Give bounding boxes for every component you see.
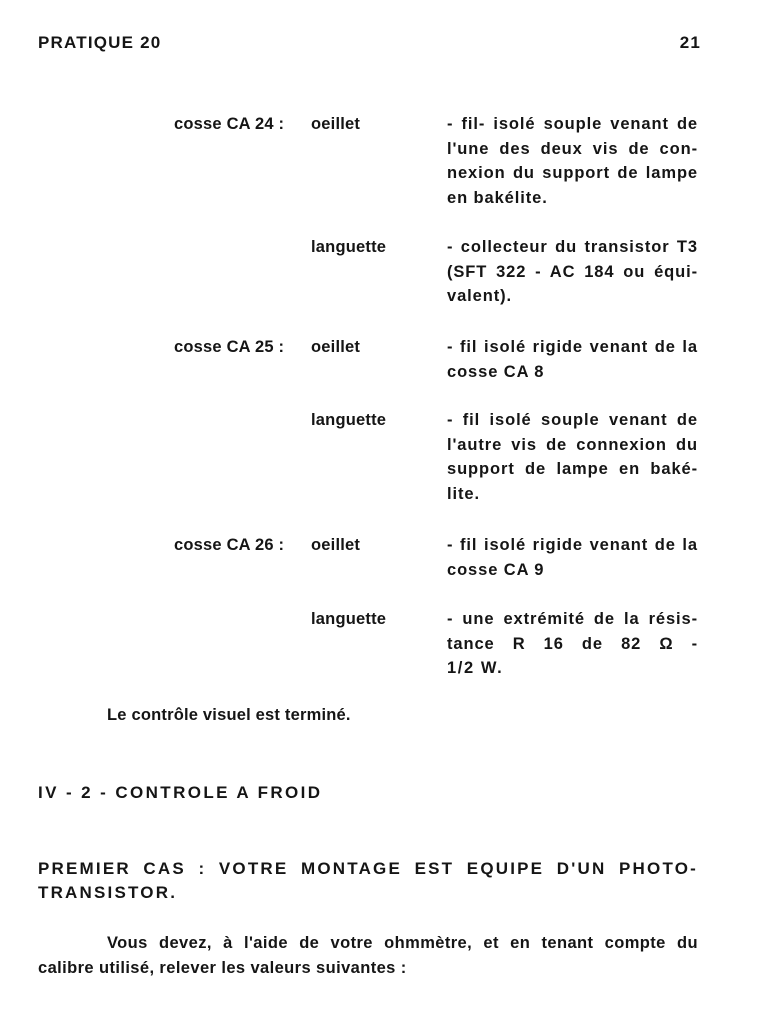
description-line: l'une des deux vis de con- (447, 139, 698, 158)
case-heading-line: PREMIER CAS : VOTRE MONTAGE EST EQUIPE D'UN PHOTO- (38, 859, 698, 878)
section-heading: IV - 2 - CONTROLE A FROID (38, 783, 323, 802)
lug-label-ca26: cosse CA 26 : (174, 536, 285, 554)
description-line: (SFT 322 - AC 184 ou équi- (447, 262, 698, 281)
description-line: - une extrémité de la résis- (447, 610, 698, 628)
running-title: PRATIQUE 20 (38, 33, 162, 52)
lug-label-ca25: cosse CA 25 : (174, 338, 285, 356)
part-languette: languette (311, 610, 387, 628)
description-line: nexion du support de lampe (447, 164, 698, 182)
description-line: 1/2 W. (447, 659, 504, 677)
closing-line: Le contrôle visuel est terminé. (107, 706, 351, 724)
part-languette: languette (311, 238, 387, 256)
description-line: cosse CA 8 (447, 362, 545, 381)
paragraph-line: Vous devez, à l'aide de votre ohmmètre, et en tenant compte du (107, 934, 698, 952)
connection-description (447, 112, 698, 210)
connection-description (447, 235, 698, 309)
page-number: 21 (679, 33, 701, 52)
description-line: l'autre vis de connexion du (447, 435, 698, 454)
connection-description (447, 607, 698, 681)
part-oeillet: oeillet (311, 115, 361, 133)
description-line: - collecteur du transistor T3 (447, 238, 698, 256)
description-line: lite. (447, 484, 480, 503)
connection-description (447, 408, 698, 506)
description-line: - fil isolé rigide venant de la (447, 338, 698, 356)
part-oeillet: oeillet (311, 536, 361, 554)
lug-label-ca24: cosse CA 24 : (174, 115, 285, 133)
part-oeillet: oeillet (311, 338, 361, 356)
description-line: tance R 16 de 82 Ω - (447, 634, 698, 653)
description-line: - fil isolé rigide venant de la (447, 536, 698, 554)
part-languette: languette (311, 411, 387, 429)
description-line: valent). (447, 287, 512, 305)
description-line: - fil- isolé souple venant de (447, 115, 698, 133)
connection-description (447, 533, 698, 582)
description-line: support de lampe en baké- (447, 460, 698, 478)
description-line: cosse CA 9 (447, 560, 545, 579)
connection-description (447, 335, 698, 384)
description-line: - fil isolé souple venant de (447, 411, 698, 429)
case-heading-line: TRANSISTOR. (38, 883, 178, 902)
case-heading (38, 857, 698, 905)
paragraph-line: calibre utilisé, relever les valeurs suivantes : (38, 959, 407, 977)
description-line: en bakélite. (447, 188, 548, 207)
instruction-paragraph (38, 931, 698, 981)
